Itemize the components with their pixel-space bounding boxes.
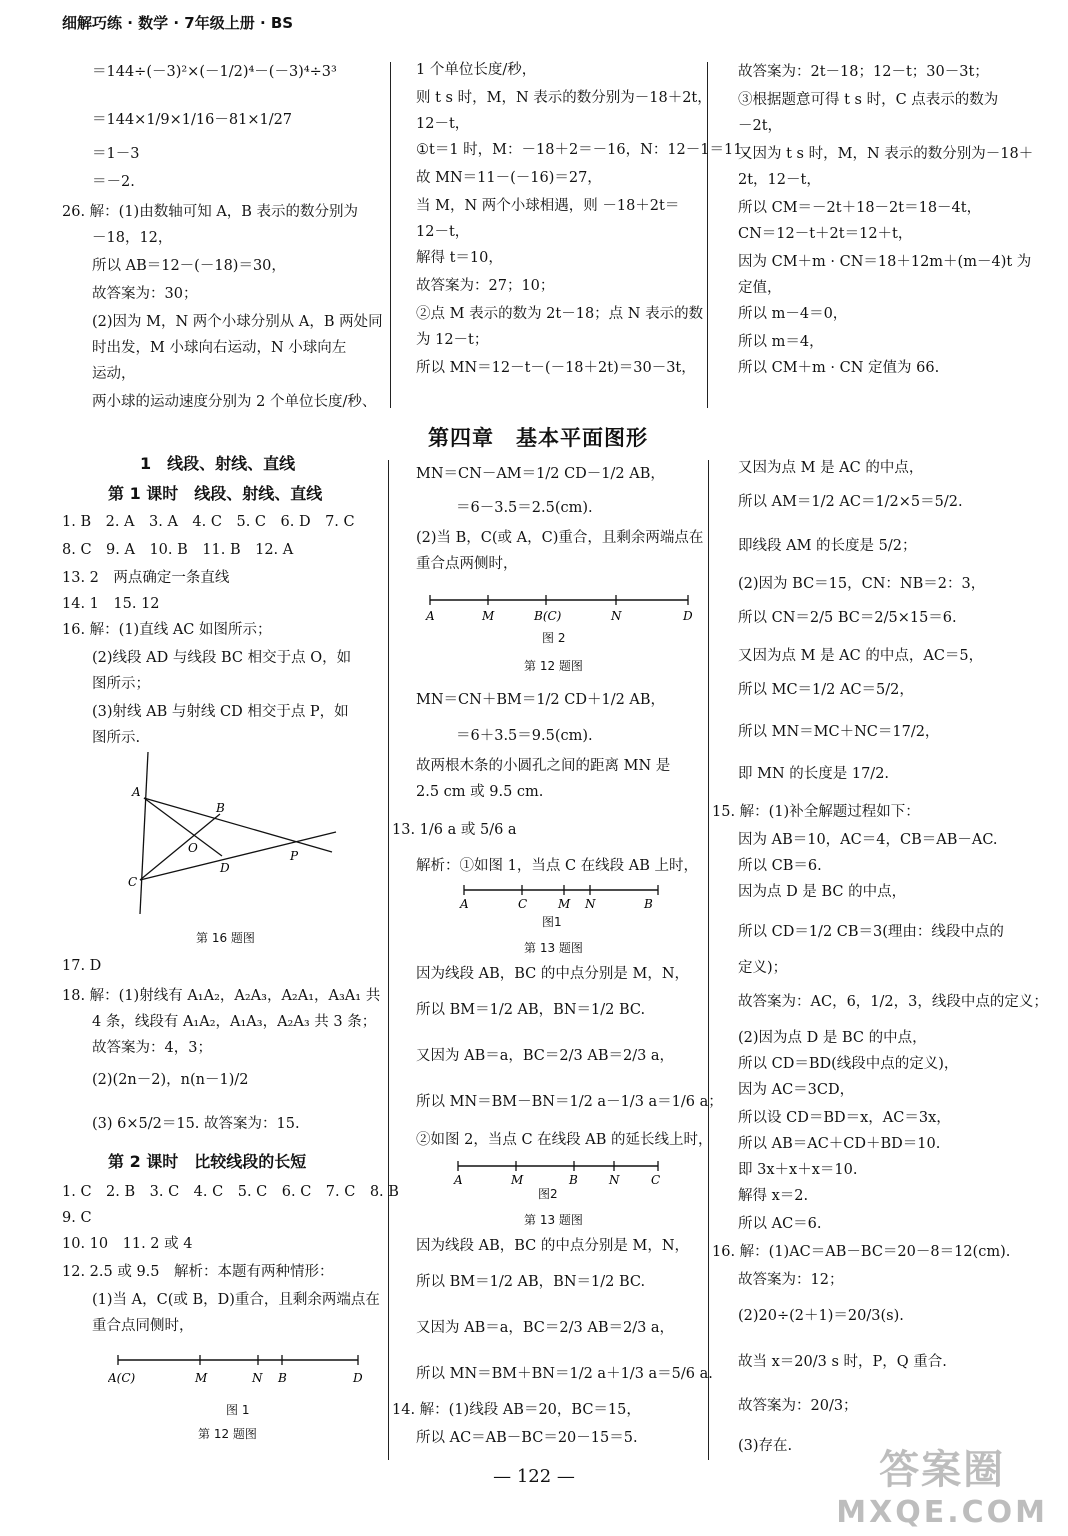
text-line: 26. 解：(1)由数轴可知 A，B 表示的数分别为 [62,204,359,220]
text-line: 14. 解：(1)线段 AB＝20，BC＝15， [392,1402,641,1418]
text-line: ＝6－3.5＝2.5(cm). [456,500,593,516]
text-line: 所以 MC＝1/2 AC＝5/2， [738,682,914,698]
watermark-line2: MXQE.COM [836,1495,1048,1530]
text-line: (2)因为 BC＝15，CN：NB＝2：3， [738,576,986,592]
fig12-1-label: B [278,1371,287,1385]
text-line: 即 MN 的长度是 17/2. [738,766,890,782]
text-line: 4 条，线段有 A₁A₂，A₁A₃，A₂A₃ 共 3 条； [92,1014,377,1030]
text-line: ①t＝1 时，M：－18＋2＝－16，N：12－1＝11， [416,142,757,158]
text-line: 因为线段 AB，BC 的中点分别是 M，N， [416,1238,690,1254]
figure-caption: 第 13 题图 [524,941,583,955]
divider-bottom-left [388,460,389,1460]
text-line: (1)当 A，C(或 B，D)重合，且剩余两端点在 [92,1292,380,1308]
figure-caption: 第 12 题图 [198,1427,257,1441]
text-line: 所以 AB＝12－(－18)＝30， [92,258,286,274]
text-line: 16. 解：(1)AC＝AB－BC＝20－8＝12(cm). [712,1244,1011,1260]
text-line: 1 个单位长度/秒， [416,62,537,78]
watermark-logo [836,1438,1048,1530]
text-line: (3)存在. [738,1438,793,1454]
text-line: 所以 AC＝AB－BC＝20－15＝5. [416,1430,638,1446]
fig12-2-label: B(C) [534,609,562,623]
fig12-1-label: D [353,1371,363,1385]
figure-13-1 [450,880,670,910]
text-line: ②如图 2，当点 C 在线段 AB 的延长线上时， [416,1132,713,1148]
text-line: 即线段 AM 的长度是 5/2； [738,538,917,554]
figure-caption: 图2 [538,1187,558,1201]
text-line: 重合点同侧时， [92,1318,194,1334]
text-line: 图所示. [92,730,141,746]
text-line: (2)线段 AD 与线段 BC 相交于点 O，如 [92,650,352,666]
text-line: 所以 AC＝6. [738,1216,822,1232]
text-line: (3)射线 AB 与射线 CD 相交于点 P，如 [92,704,349,720]
text-line: 18. 解：(1)射线有 A₁A₂，A₂A₃，A₂A₁，A₃A₁ 共 [62,988,381,1004]
fig16-label-c: C [128,875,138,889]
text-line: 故 MN＝11－(－16)＝27， [416,170,602,186]
figure-caption: 第 16 题图 [196,931,255,945]
fig13-1-label: A [460,897,469,910]
figure-caption: 第 13 题图 [524,1213,583,1227]
fig13-2-label: A [454,1173,463,1186]
text-line: 故答案为：AC，6，1/2，3，线段中点的定义； [738,994,1048,1010]
text-line: 解析：①如图 1，当点 C 在线段 AB 上时， [416,858,698,874]
text-line: 又因为 AB＝a，BC＝2/3 AB＝2/3 a， [416,1320,675,1336]
text-line: 12－t， [416,116,470,132]
text-line: 为 12－t； [416,332,489,348]
text-line: 运动， [92,366,136,382]
text-line: 因为 AB＝10，AC＝4，CB＝AB－AC. [738,832,998,848]
text-line: 1. B 2. A 3. A 4. C 5. C 6. D 7. C [62,514,355,530]
text-line: ＝－2. [92,174,135,190]
text-line: 所以 MN＝BM－BN＝1/2 a－1/3 a＝1/6 a； [416,1094,723,1110]
fig16-label-o: O [188,841,198,855]
text-line: 故两根木条的小圆孔之间的距离 MN 是 [416,758,671,774]
text-line: 故答案为：20/3； [738,1398,858,1414]
text-line: 则 t s 时，M，N 表示的数分别为－18＋2t， [416,90,712,106]
text-line: 当 M，N 两个小球相遇，则 －18＋2t＝ [416,198,680,214]
fig16-label-p: P [290,849,299,863]
text-line: 即 3x＋x＋x＝10. [738,1162,858,1178]
text-line: 所以 BM＝1/2 AB，BN＝1/2 BC. [416,1002,646,1018]
chapter-title: 第四章 基本平面图形 [428,426,648,450]
text-line: 17. D [62,958,102,974]
text-line: 12－t， [416,224,470,240]
text-line: ＝144÷(－3)²×(－1/2)⁴－(－3)⁴÷3³ [92,64,337,80]
text-line: 又因为 AB＝a，BC＝2/3 AB＝2/3 a， [416,1048,675,1064]
text-line: 所以 BM＝1/2 AB，BN＝1/2 BC. [416,1274,646,1290]
text-line: ＝1－3 [92,146,140,162]
fig12-2-label: N [611,609,622,623]
text-line: 因为线段 AB，BC 的中点分别是 M，N， [416,966,690,982]
divider-top-left [390,62,391,408]
figure-caption: 第 12 题图 [524,659,583,673]
fig16-label-a: A [132,785,141,799]
text-line: 所以 CM＝－2t＋18－2t＝18－4t， [738,200,982,216]
page-header: 细解巧练 · 数学 · 7年级上册 · BS [62,14,294,32]
page-number: — 122 — [493,1466,575,1487]
divider-bottom-right [708,460,709,1460]
fig13-2-label: M [511,1173,524,1186]
text-line: 所以 CM＋m · CN 定值为 66. [738,360,940,376]
figure-caption: 图 1 [226,1403,250,1417]
text-line: ＝6＋3.5＝9.5(cm). [456,728,593,744]
text-line: MN＝CN－AM＝1/2 CD－1/2 AB， [416,466,665,482]
text-line: 故答案为：27；10； [416,278,555,294]
text-line: 解得 t＝10， [416,250,503,266]
text-line: (3) 6×5/2＝15. 故答案为：15. [92,1116,300,1132]
figure-caption: 图1 [542,915,562,929]
fig13-2-label: N [609,1173,620,1186]
fig12-1-label: M [195,1371,208,1385]
fig12-2-label: M [482,609,495,623]
fig12-2-label: A [426,609,435,623]
text-line: 图所示； [92,676,150,692]
fig13-1-label: N [585,897,596,910]
lesson-title: 第 2 课时 比较线段的长短 [108,1152,307,1171]
section-title: 1 线段、射线、直线 [140,454,296,473]
text-line: 定义)； [738,960,788,976]
text-line: 故答案为：12； [738,1272,844,1288]
fig13-1-label: B [644,897,653,910]
text-line: ③根据题意可得 t s 时，C 点表示的数为 [738,92,999,108]
text-line: ＝144×1/9×1/16－81×1/27 [92,112,293,128]
text-line: 13. 1/6 a 或 5/6 a [392,822,517,838]
text-line: 又因为 t s 时，M，N 表示的数分别为－18＋ [738,146,1034,162]
text-line: 所以 m＝4， [738,334,824,350]
watermark-line1: 答案圈 [879,1447,1006,1493]
figure-16 [120,748,350,918]
text-line: 定值， [738,280,782,296]
text-line: 1. C 2. B 3. C 4. C 5. C 6. C 7. C 8. B [62,1184,399,1200]
figure-12-1 [108,1350,368,1386]
text-line: 故当 x＝20/3 s 时，P，Q 重合. [738,1354,947,1370]
text-line: 因为 AC＝3CD， [738,1082,855,1098]
text-line: 所以设 CD＝BD＝x，AC＝3x， [738,1110,951,1126]
text-line: 8. C 9. A 10. B 11. B 12. A [62,542,294,558]
text-line: 9. C [62,1210,92,1226]
text-line: 又因为点 M 是 AC 的中点， [738,460,924,476]
text-line: 16. 解：(1)直线 AC 如图所示； [62,622,272,638]
fig13-2-label: B [569,1173,578,1186]
text-line: 因为 CM＋m · CN＝18＋12m＋(m－4)t 为 [738,254,1032,270]
text-line: (2)因为 M，N 两个小球分别从 A，B 两处同 [92,314,383,330]
text-line: 2.5 cm 或 9.5 cm. [416,784,544,800]
fig16-label-d: D [220,861,230,875]
text-line: (2)20÷(2＋1)＝20/3(s). [738,1308,904,1324]
fig12-1-label: A(C) [108,1371,136,1385]
text-line: －18，12， [92,230,173,246]
text-line: 两小球的运动速度分别为 2 个单位长度/秒、 [92,394,377,410]
text-line: 13. 2 两点确定一条直线 [62,570,230,586]
divider-top-right [707,62,708,408]
text-line: 2t，12－t， [738,172,821,188]
text-line: 所以 CN＝2/5 BC＝2/5×15＝6. [738,610,957,626]
text-line: 故答案为：2t－18；12－t；30－3t； [738,64,989,80]
text-line: 所以 AM＝1/2 AC＝1/2×5＝5/2. [738,494,963,510]
text-line: 所以 CD＝BD(线段中点的定义)， [738,1056,959,1072]
text-line: (2)因为点 D 是 BC 的中点， [738,1030,927,1046]
lesson-title: 第 1 课时 线段、射线、直线 [108,484,323,503]
text-line: 10. 10 11. 2 或 4 [62,1236,193,1252]
figure-13-2 [448,1156,668,1186]
fig12-2-label: D [683,609,693,623]
text-line: 又因为点 M 是 AC 的中点，AC＝5， [738,648,984,664]
fig13-1-label: M [558,897,571,910]
text-line: 所以 MN＝12－t－(－18＋2t)＝30－3t， [416,360,696,376]
text-line: 故答案为：30； [92,286,198,302]
fig13-1-label: C [518,897,528,910]
text-line: MN＝CN＋BM＝1/2 CD＋1/2 AB， [416,692,666,708]
text-line: 所以 MN＝BM＋BN＝1/2 a＋1/3 a＝5/6 a. [416,1366,713,1382]
text-line: 解得 x＝2. [738,1188,809,1204]
text-line: 所以 AB＝AC＋CD＋BD＝10. [738,1136,941,1152]
fig12-1-label: N [252,1371,263,1385]
text-line: 时出发，M 小球向右运动，N 小球向左 [92,340,347,356]
fig13-2-label: C [651,1173,661,1186]
text-line: 所以 CD＝1/2 CB＝3(理由：线段中点的 [738,924,1004,940]
fig16-label-b: B [216,801,225,815]
text-line: 12. 2.5 或 9.5 解析：本题有两种情形： [62,1264,334,1280]
text-line: －2t， [738,118,783,134]
text-line: 故答案为：4，3； [92,1040,212,1056]
text-line: (2)(2n－2)，n(n－1)/2 [92,1072,249,1088]
figure-12-2 [420,590,700,626]
text-line: ②点 M 表示的数为 2t－18；点 N 表示的数 [416,306,704,322]
text-line: 所以 CB＝6. [738,858,822,874]
text-line: 所以 MN＝MC＋NC＝17/2， [738,724,940,740]
text-line: 15. 解：(1)补全解题过程如下： [712,804,920,820]
text-line: 重合点两侧时， [416,556,518,572]
figure-caption: 图 2 [542,631,566,645]
text-line: 所以 m－4＝0， [738,306,848,322]
text-line: 14. 1 15. 12 [62,596,160,612]
text-line: (2)当 B，C(或 A，C)重合，且剩余两端点在 [416,530,704,546]
text-line: CN＝12－t＋2t＝12＋t， [738,226,913,242]
text-line: 因为点 D 是 BC 的中点， [738,884,907,900]
